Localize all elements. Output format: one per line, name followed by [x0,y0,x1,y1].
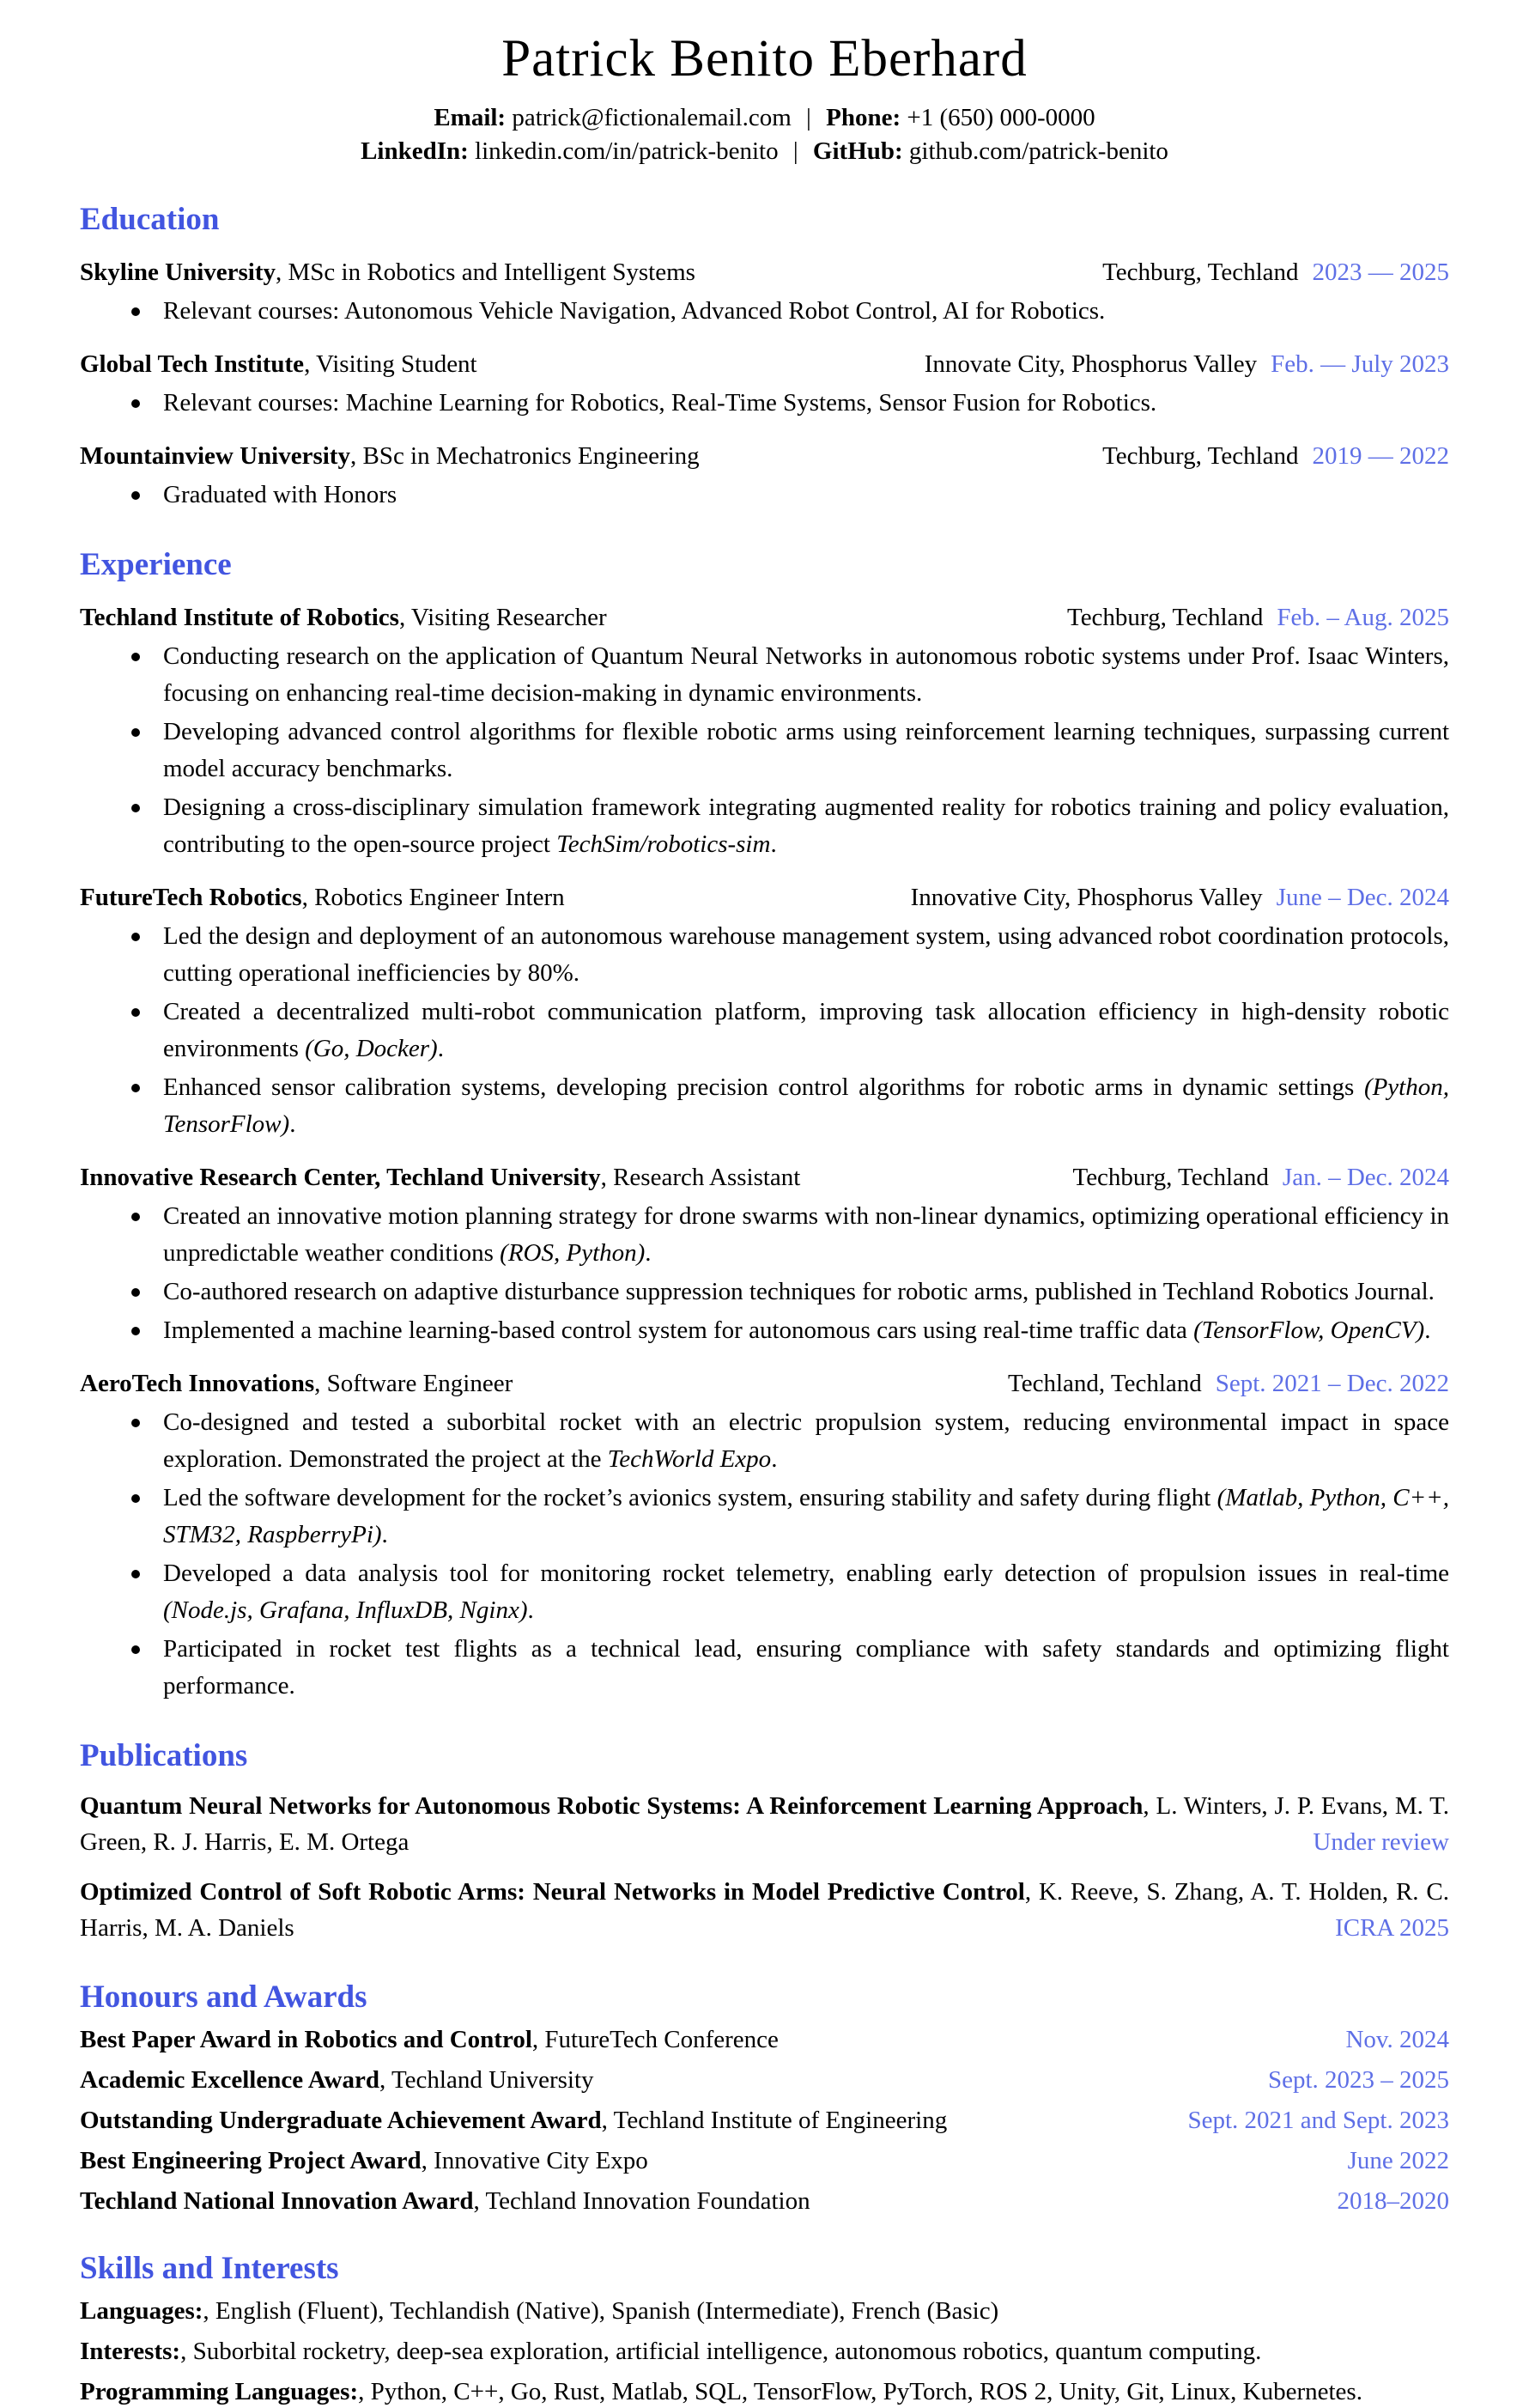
bullet-item [80,293,1449,330]
bullet-text: Implemented a machine learning-based control system for autonomous cars using real-time traffic data (TensorFlow, OpenCV). [163,1316,1431,1344]
award-org: , Techland Innovation Foundation [473,2187,810,2215]
entry-title [80,1160,800,1195]
award-row [80,2023,1449,2056]
entry-role: , Software Engineer [314,1370,513,1397]
bullet-text: Created a decentralized multi-robot communication platform, improving task allocation efficiency in high-density robotic environments (Go, Docker). [163,998,1449,1062]
award-org: , FutureTech Conference [531,2026,779,2053]
entry-org: Skyline University [80,258,276,286]
entry-title [80,880,565,915]
experience-entry [80,600,1449,863]
entry-role: , Visiting Researcher [398,604,607,631]
skill-label: Programming Languages: [80,2378,359,2405]
bullet-item [80,994,1449,1067]
bullet-icon [131,1327,140,1335]
award-name: Best Paper Award in Robotics and Control [80,2026,532,2053]
publication-title: Optimized Control of Soft Robotic Arms: Neural Networks in Model Predictive Control [80,1878,1025,1906]
contact-separator: | [792,137,798,165]
entry-location: Techburg, Techland [1072,1164,1269,1191]
bullet-text: Led the software development for the rocket’s avionics system, ensuring stability and safety during flight (Matlab, Python, C++, STM32, RaspberryPi). [163,1484,1449,1548]
entry-title [80,1366,513,1401]
bullet-item [80,638,1449,712]
bullet-text: Conducting research on the application of Quantum Neural Networks in autonomous robotic systems under Prof. Isaac Winters, focusing on enhancing real-time decision-making in dynamic environments. [163,642,1449,707]
skill-label: Languages: [80,2297,203,2325]
entry-bullets [80,1198,1449,1349]
section-heading-awards: Honours and Awards [80,1979,367,2015]
contact-line-1 [80,101,1449,135]
entry-role: , Robotics Engineer Intern [301,884,565,911]
entry-org: FutureTech Robotics [80,884,302,911]
skill-label: Interests: [80,2338,181,2365]
award-row [80,2104,1449,2137]
entry-bullets [80,1404,1449,1705]
award-name: Techland National Innovation Award [80,2187,474,2215]
entry-role: , MSc in Robotics and Intelligent Systems [276,258,695,286]
publication-title: Quantum Neural Networks for Autonomous Robotic Systems: A Reinforcement Learning Approach [80,1792,1144,1820]
bullet-icon [131,307,140,316]
bullet-item [80,1312,1449,1349]
bullet-text: Graduated with Honors [163,481,397,508]
entry-dates: 2019 — 2022 [1312,442,1449,470]
experience-entry [80,1160,1449,1349]
bullet-text: Led the design and deployment of an autonomous warehouse management system, using advanced robot coordination protocols, cutting operational inefficiencies by 80%. [163,922,1449,987]
bullet-icon [131,1494,140,1503]
publication-item [80,1788,1449,1860]
section-heading-publications: Publications [80,1738,248,1773]
award-text [80,2064,594,2096]
bullet-text: Created an innovative motion planning strategy for drone swarms with non-linear dynamics, optimizing operational efficiency in unpredictable weather conditions (ROS, Python). [163,1202,1449,1267]
education-entry [80,347,1449,422]
bullet-icon [131,1419,140,1427]
bullet-icon [131,1645,140,1654]
publication-item [80,1874,1449,1946]
publication-authors: , K. Reeve, S. Zhang, A. T. Holden, R. C. Harris, M. A. Daniels [80,1878,1449,1942]
entry-dates: June – Dec. 2024 [1276,884,1449,911]
bullet-icon [131,1084,140,1092]
award-date: Sept. 2021 and Sept. 2023 [1187,2107,1449,2134]
contact-line-2 [80,135,1449,168]
skill-row [80,2375,1449,2408]
award-date: Sept. 2023 – 2025 [1267,2066,1449,2094]
award-name: Outstanding Undergraduate Achievement Award [80,2107,602,2134]
entry-dates: 2023 — 2025 [1312,258,1449,286]
bullet-text: Co-designed and tested a suborbital rocket with an electric propulsion system, reducing environmental impact in space exploration. Demonstrated the project at the TechWorld Expo. [163,1408,1449,1473]
award-row [80,2144,1449,2177]
bullet-icon [131,491,140,500]
bullet-icon [131,804,140,812]
award-text [80,2185,810,2217]
award-date: 2018–2020 [1337,2187,1449,2215]
entry-bullets [80,293,1449,330]
award-org: , Techland Institute of Engineering [601,2107,948,2134]
bullet-text: Developing advanced control algorithms for flexible robotic arms using reinforcement learning techniques, surpassing current model accuracy benchmarks. [163,718,1449,782]
entry-role: , Research Assistant [600,1164,801,1191]
entry-role: , Visiting Student [304,350,477,378]
award-text [80,2023,779,2056]
linkedin-value: linkedin.com/in/patrick-benito [475,137,779,165]
bullet-icon [131,933,140,941]
github-value: github.com/patrick-benito [908,137,1168,165]
entry-role: , BSc in Mechatronics Engineering [349,442,700,470]
entry-meta [911,880,1449,915]
email-value: patrick@fictionalemail.com [512,104,792,131]
section-heading-skills: Skills and Interests [80,2251,339,2286]
bullet-item [80,477,1449,514]
person-name: Patrick Benito Eberhard [501,30,1028,88]
entry-title [80,439,700,473]
entry-dates: Jan. – Dec. 2024 [1282,1164,1449,1191]
bullet-text: Co-authored research on adaptive disturbance suppression techniques for robotic arms, published in Techland Robotics Journal. [163,1278,1435,1305]
skill-text: , Python, C++, Go, Rust, Matlab, SQL, TensorFlow, PyTorch, ROS 2, Unity, Git, Linux, Kubernetes. [358,2378,1362,2405]
bullet-text: Enhanced sensor calibration systems, developing precision control algorithms for robotic arms in dynamic settings (Python, TensorFlow). [163,1073,1449,1138]
bullet-item [80,918,1449,992]
bullet-text: Designing a cross-disciplinary simulation framework integrating augmented reality for robotics training and policy evaluation, contributing to the open-source project TechSim/robotics-sim. [163,794,1449,858]
bullet-item [80,789,1449,863]
section-heading-education: Education [80,202,220,237]
entry-location: Innovative City, Phosphorus Valley [910,884,1263,911]
education-entry [80,439,1449,514]
entry-meta [1067,600,1449,635]
entry-meta [1102,439,1449,473]
entry-title [80,255,695,289]
bullet-icon [131,1213,140,1221]
entry-bullets [80,477,1449,514]
bullet-item [80,1069,1449,1143]
entry-title [80,347,477,381]
skill-row [80,2335,1449,2368]
skill-text: , Suborbital rocketry, deep-sea exploration, artificial intelligence, autonomous robotics, quantum computing. [180,2338,1262,2365]
entry-org: Innovative Research Center, Techland University [80,1164,601,1191]
entry-dates: Feb. – Aug. 2025 [1277,604,1449,631]
entry-header [80,1366,1449,1401]
bullet-item [80,1198,1449,1272]
entry-bullets [80,638,1449,863]
entry-org: Mountainview University [80,442,350,470]
entry-location: Techburg, Techland [1102,258,1299,286]
email-label: Email: [434,104,507,131]
bullet-text: Participated in rocket test flights as a technical lead, ensuring compliance with safety standards and optimizing flight performance. [163,1635,1449,1700]
award-org: , Innovative City Expo [421,2147,648,2174]
bullet-item [80,1480,1449,1554]
entry-title [80,600,607,635]
experience-entry [80,880,1449,1143]
entry-location: Techburg, Techland [1102,442,1299,470]
bullet-icon [131,653,140,661]
linkedin-label: LinkedIn: [361,137,469,165]
award-text [80,2104,947,2137]
entry-bullets [80,918,1449,1143]
entry-meta [1102,255,1449,289]
award-org: , Techland University [379,2066,594,2094]
skill-text: , English (Fluent), Techlandish (Native), Spanish (Intermediate), French (Basic) [203,2297,999,2325]
entry-location: Techburg, Techland [1067,604,1264,631]
phone-value: +1 (650) 000-0000 [907,104,1095,131]
bullet-icon [131,1288,140,1297]
award-text [80,2144,648,2177]
bullet-item [80,1274,1449,1310]
entry-org: Global Tech Institute [80,350,305,378]
entry-bullets [80,385,1449,422]
bullet-item [80,1404,1449,1478]
award-date: Nov. 2024 [1345,2026,1449,2053]
entry-org: Techland Institute of Robotics [80,604,399,631]
entry-dates: Sept. 2021 – Dec. 2022 [1215,1370,1449,1397]
entry-header [80,1160,1449,1195]
award-date: June 2022 [1347,2147,1449,2174]
bullet-text: Developed a data analysis tool for monitoring rocket telemetry, enabling early detection of propulsion issues in real-time (Node.js, Grafana, InfluxDB, Nginx). [163,1560,1449,1624]
skill-row [80,2295,1449,2327]
education-entry [80,255,1449,330]
entry-dates: Feb. — July 2023 [1271,350,1449,378]
bullet-icon [131,1008,140,1017]
entry-header [80,255,1449,289]
phone-label: Phone: [826,104,901,131]
publication-authors: , L. Winters, J. P. Evans, M. T. Green, R. J. Harris, E. M. Ortega [80,1792,1449,1856]
bullet-text: Relevant courses: Machine Learning for Robotics, Real-Time Systems, Sensor Fusion for Robotics. [163,389,1157,417]
bullet-icon [131,728,140,737]
bullet-item [80,714,1449,787]
bullet-icon [131,1570,140,1578]
publication-status: ICRA 2025 [1318,1910,1449,1946]
award-name: Best Engineering Project Award [80,2147,422,2174]
entry-meta [925,347,1449,381]
experience-entry [80,1366,1449,1705]
award-name: Academic Excellence Award [80,2066,379,2094]
entry-org: AeroTech Innovations [80,1370,315,1397]
bullet-icon [131,399,140,408]
section-heading-experience: Experience [80,547,232,582]
publication-status: Under review [1295,1824,1449,1860]
award-row [80,2064,1449,2096]
bullet-item [80,1631,1449,1705]
bullet-item [80,385,1449,422]
entry-meta [1008,1366,1449,1401]
bullet-text: Relevant courses: Autonomous Vehicle Navigation, Advanced Robot Control, AI for Robotics. [163,297,1106,325]
entry-header [80,880,1449,915]
bullet-item [80,1555,1449,1629]
entry-meta [1073,1160,1450,1195]
entry-header [80,439,1449,473]
entry-location: Innovate City, Phosphorus Valley [924,350,1258,378]
award-row [80,2185,1449,2217]
entry-header [80,347,1449,381]
github-label: GitHub: [812,137,903,165]
entry-location: Techland, Techland [1008,1370,1202,1397]
entry-header [80,600,1449,635]
contact-separator: | [806,104,811,131]
